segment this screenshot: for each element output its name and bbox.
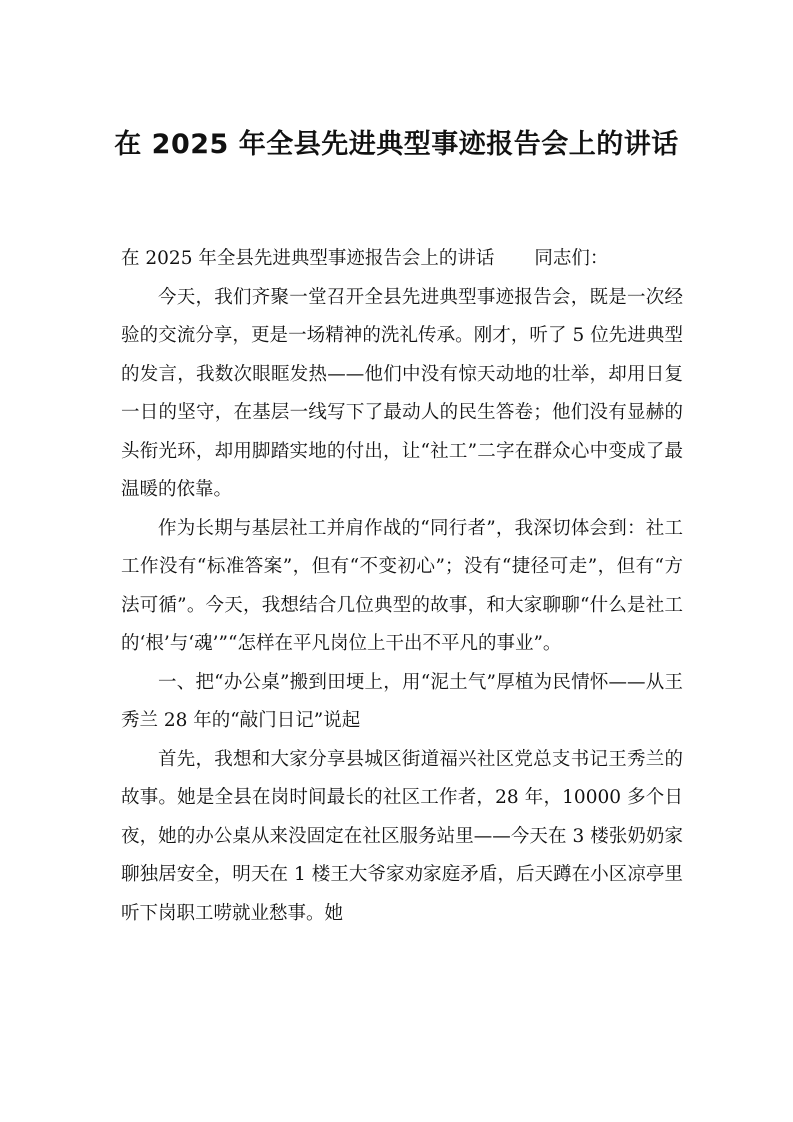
opening-line: [121, 240, 683, 279]
paragraph-2: 作为长期与基层社工并肩作战的“同行者”，我深切体会到：社工工作没有“标准答案”，但有“不变初心”；没有“捷径可走”，但有“方法可循”。今天，我想结合几位典型的故事，和大家聊聊“什么是社工的‘根’与‘魂’”“怎样在平凡岗位上干出不平凡的事业”。: [121, 517, 683, 654]
section-heading-1: 一、把“办公桌”搬到田埂上，用“泥土气”厚植为民情怀——从王秀兰 28 年的“敲门日记”说起: [121, 671, 683, 731]
paragraph-3: 首先，我想和大家分享县城区街道福兴社区党总支书记王秀兰的故事。她是全县在岗时间最长的社区工作者，28 年，10000 多个日夜，她的办公桌从来没固定在社区服务站里——今天在 3 楼张奶奶家聊独居安全，明天在 1 楼王大爷家劝家庭矛盾，后天蹲在小区凉亭里听下岗职工唠就业愁事。她: [121, 748, 683, 924]
document-body: [121, 240, 683, 933]
salutation: 同志们：: [534, 248, 609, 269]
document-title: 在 2025 年全县先进典型事迹报告会上的讲话: [114, 129, 679, 160]
paragraph-1: 今天，我们齐聚一堂召开全县先进典型事迹报告会，既是一次经验的交流分享，更是一场精神的洗礼传承。刚才，听了 5 位先进典型的发言，我数次眼眶发热——他们中没有惊天动地的壮举，却用日复一日的坚守，在基层一线写下了最动人的民生答卷；他们没有显赫的头衔光环，却用脚踏实地的付出，让“社工”二字在群众心中变成了最温暖的依靠。: [121, 286, 683, 500]
heading-repeat: 在 2025 年全县先进典型事迹报告会上的讲话: [121, 248, 495, 269]
